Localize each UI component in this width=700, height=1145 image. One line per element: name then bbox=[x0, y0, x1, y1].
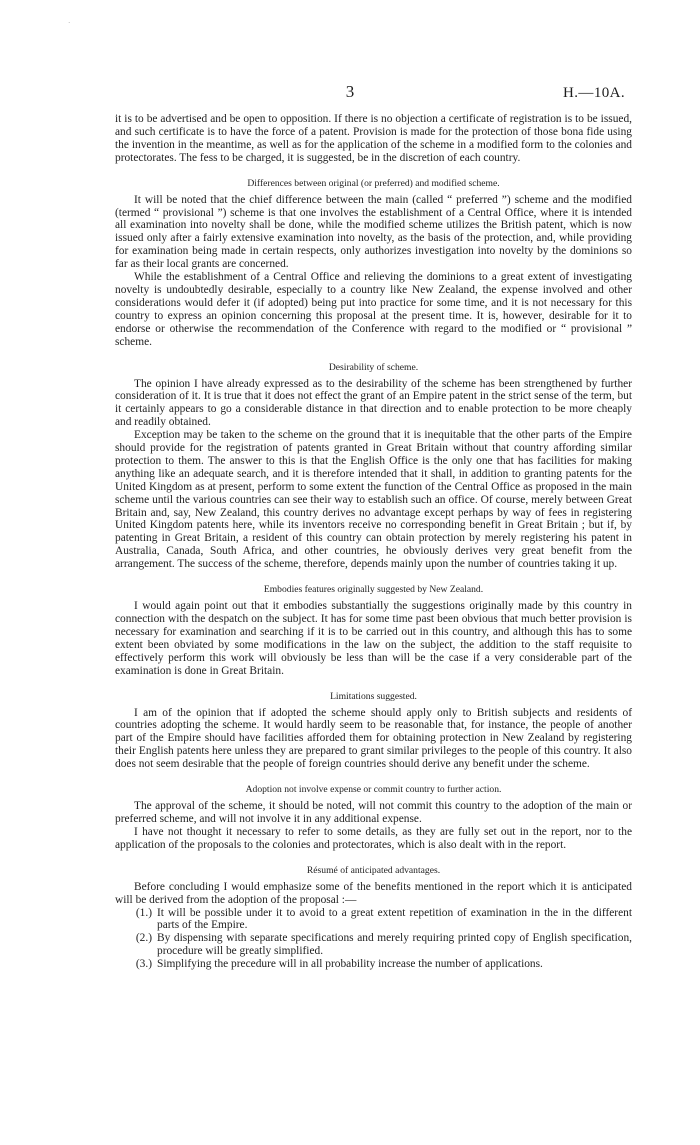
section-heading-adoption: Adoption not involve expense or commit country to further action. bbox=[245, 784, 502, 796]
running-head: H.—10A. bbox=[563, 85, 625, 101]
paragraph-adoption-2: I have not thought it necessary to refer to some details, as they are fully set out in the report, nor to the application of the proposals to the colonies and protectorates, which is also dealt with in the report. bbox=[115, 825, 632, 851]
list-item bbox=[115, 958, 632, 971]
paragraph-adoption-1: The approval of the scheme, it should be noted, will not commit this country to the adoption of the main or preferred scheme, and will not involve it in any additional expense. bbox=[115, 800, 632, 825]
section-heading-resume: Résumé of anticipated advantages. bbox=[306, 864, 441, 876]
advantages-list bbox=[115, 907, 632, 972]
list-item-text: Simplifying the precedure will in all probability increase the number of applications. bbox=[157, 958, 543, 971]
list-item bbox=[115, 907, 632, 933]
section-heading-limitations: Limitations suggested. bbox=[330, 690, 417, 702]
list-item-number: (3.) bbox=[135, 958, 152, 971]
section-heading-differences: Differences between original (or preferred) and modified scheme. bbox=[247, 177, 500, 189]
document-body bbox=[115, 113, 632, 971]
section-heading-embodies: Embodies features originally suggested by New Zealand. bbox=[263, 584, 484, 596]
paragraph-differences-2: While the establishment of a Central Office and relieving the dominions to a great extent of investigating novelty is undoubtedly desirable, especially to a country like New Zealand, the expense involved and other considerations would defer it (if adopted) being put into practice for some time, and it is not necessary for this country to express an opinion concerning this proposal at the present time. It is, however, desirable for it to endorse or otherwise the recommendation of the Conference with regard to the modified or “ provisional ” scheme. bbox=[115, 271, 632, 348]
list-item-number: (1.) bbox=[135, 906, 152, 919]
section-heading-desirability: Desirability of scheme. bbox=[328, 361, 419, 373]
page-number: 3 bbox=[345, 82, 355, 101]
list-item-number: (2.) bbox=[135, 932, 152, 945]
paragraph-limitations: I am of the opinion that if adopted the scheme should apply only to British subjects and residents of countries adopting the scheme. It would hardly seem to be reasonable that, for instance, the people of another part of the Empire should have facilities afforded them for obtaining protection in New Zealand by registering their English patents here unless they are prepared to grant similar privileges to the people of this country. It also does not seem desirable that the people of foreign countries should derive any benefit under the scheme. bbox=[115, 706, 632, 771]
paragraph-embodies: I would again point out that it embodies substantially the suggestions originally made by this country in connection with the despatch on the subject. It has for some time past been obvious that much better provision is necessary for examination and searching if it is to be carried out in this country, and although this has to some extent been obviated by some modifications in the law on the subject, the addition to the staff requisite to effectively perform this work will obviously be less than will be the case if a very considerable part of the examination is done in Great Britain. bbox=[115, 600, 632, 677]
paragraph-resume: Before concluding I would emphasize some of the benefits mentioned in the report which it is anticipated will be derived from the adoption of the proposal :— bbox=[115, 880, 632, 906]
list-item-text: By dispensing with separate specifications and merely requiring printed copy of English specification, procedure will be greatly simplified. bbox=[157, 932, 632, 958]
corner-mark: · bbox=[68, 19, 71, 27]
list-item-text: It will be possible under it to avoid to a great extent repetition of examination in the in the different parts of the Empire. bbox=[157, 906, 632, 932]
list-item bbox=[115, 932, 632, 958]
paragraph-desirability-2: Exception may be taken to the scheme on the ground that it is inequitable that the other parts of the Empire should provide for the registration of patents granted in Great Britain without that country affording similar protection to them. The answer to this is that the English Office is the only one that has facilities for making anything like an adequate search, and it is therefore intended that it shall, in addition to granting patents for the United Kingdom as at present, perform to some extent the function of the Central Office as proposed in the main scheme until the various countries can see their way to establish such an office. Of course, merely between Great Britain and, say, New Zealand, this country derives no advantage except perhaps by way of fees in registering United Kingdom patents here, while its inventors receive no corresponding benefit in Great Britain ; but if, by patenting in Great Britain, a resident of this country can obtain protection by merely registering his patent in Australia, Canada, South Africa, and other countries, he obviously derives very great benefit from the arrangement. The success of the scheme, therefore, depends mainly upon the number of countries taking it up. bbox=[115, 429, 632, 571]
paragraph-differences-1: It will be noted that the chief difference between the main (called “ preferred ”) scheme and the modified (termed “ provisional ”) scheme is that one involves the establishment of a Central Office, where it is intended all examination into novelty shall be done, while the modified scheme utilizes the British patent, which is now issued only after a fairly extensive examination into novelty, as the basis of the protection, and, while providing for examination being made in certain respects, only authorizes investigation into novelty by the dominions so far as their local grants are concerned. bbox=[115, 193, 632, 271]
paragraph-desirability-1: The opinion I have already expressed as to the desirability of the scheme has been strengthened by further consideration of it. It is true that it does not effect the grant of an Empire patent in the strict sense of the term, but it certainly appears to go a considerable distance in that direction and to enable protection to be more cheaply and readily obtained. bbox=[115, 377, 632, 429]
intro-paragraph: it is to be advertised and be open to opposition. If there is no objection a certificate of registration is to be issued, and such certificate is to have the force of a patent. Provision is made for the protection of those bona fide using the invention in the meantime, as well as for the application of the scheme in a modified form to the colonies and protectorates. The fess to be charged, it is suggested, be in the discretion of each country. bbox=[115, 113, 632, 164]
